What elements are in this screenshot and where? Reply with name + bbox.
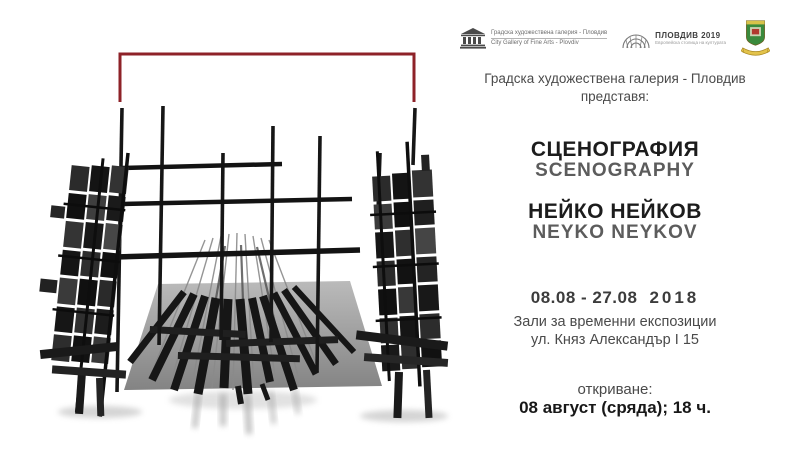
artist-name-en: NEYKO NEYKOV [532, 222, 698, 243]
left-jutting-plank [52, 365, 126, 378]
date-year: 2018 [649, 288, 700, 307]
plovdiv-2019-logo-title: ПЛОВДИВ 2019 [655, 30, 721, 40]
exhibition-title-en: SCENOGRAPHY [535, 160, 695, 181]
exhibition-dates [460, 288, 770, 308]
red-bracket-frame [120, 54, 414, 102]
plovdiv-2019-arches-icon [622, 27, 650, 49]
scaffold-crossbars [115, 164, 360, 257]
venue-address: ул. Княз Александър I 15 [531, 331, 699, 348]
venue [460, 314, 770, 349]
artist-name [460, 201, 770, 244]
right-wall-leg [393, 372, 403, 418]
artist-name-bg: НЕЙКО НЕЙКОВ [528, 200, 702, 223]
plovdiv-2019-logo-subtitle: Европейска столица на културата [655, 39, 726, 45]
gallery-logo-name-en: City Gallery of Fine Arts - Plovdiv [491, 40, 579, 46]
presenter-line2: представя: [580, 89, 650, 104]
exhibition-title-bg: СЦЕНОГРАФИЯ [530, 138, 700, 161]
date-range: 08.08 - 27.08 [530, 288, 638, 307]
right-plank-wall [366, 140, 445, 388]
presenter-line1: Градска художествена галерия - Пловдив [484, 71, 746, 86]
gallery-logo [460, 28, 607, 49]
gallery-building-icon [460, 28, 486, 49]
shadow [58, 388, 448, 435]
venue-halls: Зали за временни експозиции [513, 314, 717, 330]
gallery-logo-name-bg: Градска художествена галерия - Пловдив [491, 29, 607, 39]
opening-label: откриване: [577, 381, 653, 398]
logos-row [460, 14, 770, 62]
presenter-header [460, 70, 770, 106]
left-wall-leg [96, 378, 104, 416]
plovdiv-2019-logo [622, 27, 726, 49]
exhibition-title [460, 139, 770, 182]
plovdiv-coat-of-arms-icon [741, 17, 770, 59]
opening-datetime: 08 август (сряда); 18 ч. [519, 398, 711, 417]
